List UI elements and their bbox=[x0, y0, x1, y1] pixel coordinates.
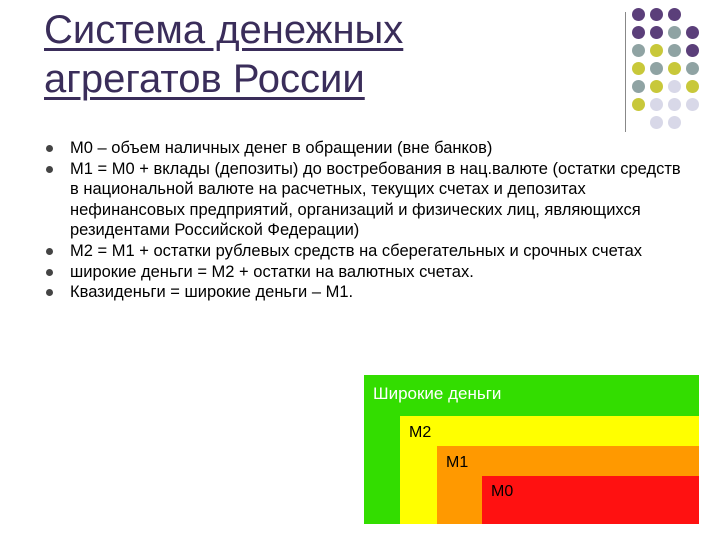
bullet-text-m2: М2 = М1 + остатки рублевых средств на сберегательных и срочных счетах bbox=[70, 241, 643, 260]
broad-money-label: Широкие деньги bbox=[373, 384, 502, 403]
bullet-item bbox=[44, 159, 684, 241]
decorative-dot-grid bbox=[632, 8, 700, 130]
decorative-dot bbox=[650, 80, 663, 93]
decorative-dot bbox=[686, 8, 699, 21]
title-line-2: агрегатов России bbox=[44, 57, 365, 101]
title-line-1: Система денежных bbox=[44, 8, 404, 52]
m2-label: М2 bbox=[409, 424, 432, 441]
bullet-text-m1: М1 = М0 + вклады (депозиты) до востребования в нац.валюте (остатки средств в национальной валюте на расчетных, текущих счетах и депозитах нефинансовых предприятий, организаций и физических лиц, являющихся резидентами Российской Федерации) bbox=[70, 159, 681, 240]
decorative-dot bbox=[668, 8, 681, 21]
bullet-icon bbox=[46, 289, 53, 296]
m0-box bbox=[482, 476, 699, 524]
bullet-text-broad: широкие деньги = М2 + остатки на валютных счетах. bbox=[70, 262, 474, 281]
decorative-dot bbox=[686, 116, 699, 129]
decorative-dot bbox=[632, 98, 645, 111]
bullet-text-quasi: Квазиденьги = широкие деньги – М1. bbox=[70, 283, 354, 302]
bullet-item bbox=[44, 241, 684, 262]
decorative-dot bbox=[650, 116, 663, 129]
decorative-dot bbox=[650, 44, 663, 57]
decorative-dot bbox=[686, 44, 699, 57]
decorative-dot bbox=[650, 26, 663, 39]
decorative-dot bbox=[668, 44, 681, 57]
decorative-divider bbox=[625, 12, 626, 132]
bullet-icon bbox=[46, 269, 53, 276]
decorative-dot bbox=[668, 116, 681, 129]
bullet-item bbox=[44, 138, 684, 159]
decorative-dot bbox=[632, 116, 645, 129]
decorative-dot bbox=[668, 98, 681, 111]
decorative-dot bbox=[686, 98, 699, 111]
bullet-text-m0: М0 – объем наличных денег в обращении (вне банков) bbox=[70, 139, 493, 157]
bullet-icon bbox=[46, 145, 53, 152]
decorative-dot bbox=[686, 62, 699, 75]
decorative-dot bbox=[632, 8, 645, 21]
decorative-dot bbox=[668, 26, 681, 39]
bullet-item bbox=[44, 262, 684, 283]
decorative-dot bbox=[632, 44, 645, 57]
decorative-dot bbox=[686, 26, 699, 39]
bullet-list bbox=[44, 138, 684, 303]
decorative-dot bbox=[632, 26, 645, 39]
bullet-icon bbox=[46, 166, 53, 173]
decorative-dot bbox=[650, 98, 663, 111]
decorative-dot bbox=[632, 62, 645, 75]
decorative-dot bbox=[668, 62, 681, 75]
decorative-dot bbox=[668, 80, 681, 93]
decorative-dot bbox=[686, 80, 699, 93]
bullet-item bbox=[44, 282, 684, 303]
m1-label: М1 bbox=[446, 454, 469, 471]
bullet-icon bbox=[46, 248, 53, 255]
decorative-dot bbox=[650, 8, 663, 21]
decorative-dot bbox=[632, 80, 645, 93]
slide-title bbox=[44, 6, 604, 104]
decorative-dot bbox=[650, 62, 663, 75]
m0-label: М0 bbox=[491, 483, 514, 500]
